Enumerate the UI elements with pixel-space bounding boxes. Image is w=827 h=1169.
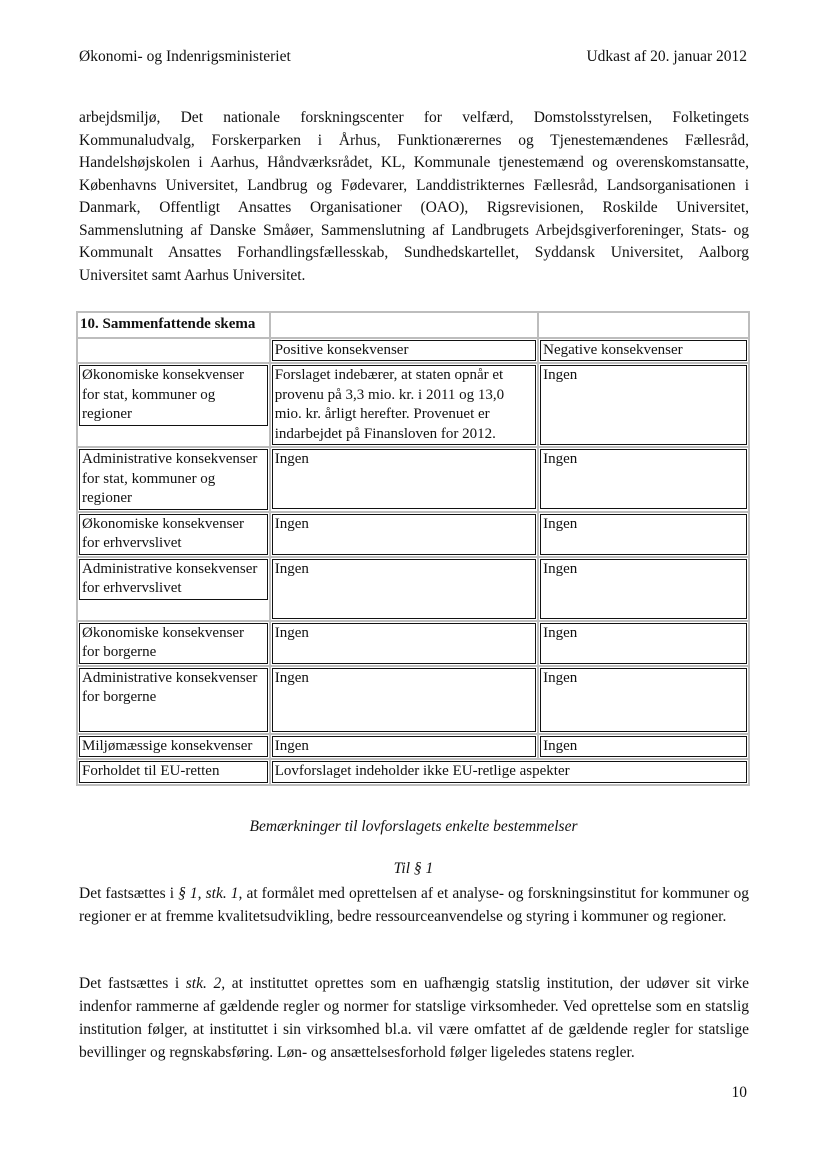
table-title-row	[77, 312, 749, 338]
row-positive: Ingen	[272, 559, 536, 619]
row-negative: Ingen	[540, 449, 747, 509]
table-row	[77, 734, 749, 760]
table-row	[77, 512, 749, 557]
paragraph-stk1	[79, 882, 749, 928]
column-header-positive: Positive konsekvenser	[272, 340, 536, 362]
paragraph-text: Det fastsættes i	[79, 975, 186, 992]
row-negative: Ingen	[540, 623, 747, 664]
column-header-negative: Negative konsekvenser	[540, 340, 747, 362]
row-label: Administrative konsekvenser for stat, kommuner og regioner	[79, 449, 268, 510]
remarks-heading: Bemærkninger til lovforslagets enkelte bestemmelser	[249, 818, 578, 835]
table-row	[77, 447, 749, 512]
table-title: 10. Sammenfattende skema	[80, 316, 256, 332]
table-row	[77, 363, 749, 447]
row-negative: Ingen	[540, 736, 747, 758]
paragraph-text: Det fastsættes i	[79, 885, 179, 902]
eu-value: Lovforslaget indeholder ikke EU-retlige aspekter	[272, 761, 747, 783]
row-positive: Ingen	[272, 736, 536, 758]
paragraph-stk2	[79, 972, 749, 1064]
row-positive: Ingen	[272, 449, 536, 509]
row-label: Administrative konsekvenser for erhvervslivet	[79, 559, 268, 600]
header-draft-date: Udkast af 20. januar 2012	[586, 48, 747, 65]
summary-table	[76, 311, 750, 786]
table-row	[77, 621, 749, 666]
row-negative: Ingen	[540, 365, 747, 445]
paragraph-reference: stk. 2,	[185, 975, 226, 992]
paragraph-text: at formålet med oprettelsen af et analyse- og forskningsinstitut for kommuner og regioner er at fremme kvalitetsudvikling, bedre ressourceanvendelse og styring i kommuner og regioner.	[79, 885, 750, 925]
row-label: Administrative konsekvenser for borgerne	[79, 668, 268, 732]
section-heading: Til § 1	[393, 860, 434, 877]
row-label: Økonomiske konsekvenser for erhvervslivet	[79, 514, 268, 555]
page-number: 10	[731, 1084, 747, 1101]
table-row	[77, 557, 749, 621]
row-negative: Ingen	[540, 514, 747, 555]
table-header-row	[77, 338, 749, 364]
row-label: Økonomiske konsekvenser for borgerne	[79, 623, 268, 664]
row-negative: Ingen	[540, 559, 747, 619]
row-positive: Ingen	[272, 668, 536, 732]
intro-paragraph: arbejdsmiljø, Det nationale forskningscenter for velfærd, Domstolsstyrelsen, Folketingets Kommunaludvalg, Forskerparken i Århus, Funktionærernes og Tjenestemændenes Fællesråd, Handelshøjskolen i Aarhus, Håndværksrådet, KL, Kommunale tjenestemænd og overenskomstansatte, Københavns Universitet, Landbrug og Fødevarer, Landdistrikternes Fællesråd, Landsorganisationen i Danmark, Offentligt Ansattes Organisationer (OAO), Rigsrevisionen, Roskilde Universitet, Sammenslutning af Danske Småøer, Sammenslutning af Landbrugets Arbejdsgiverforeninger, Stats- og Kommunalt Ansattes Forhandlingsfællesskab, Sundhedskartellet, Syddansk Universitet, Aalborg Universitet samt Aarhus Universitet.	[79, 109, 749, 284]
row-label: Miljømæssige konsekvenser	[79, 736, 268, 758]
row-negative: Ingen	[540, 668, 747, 732]
row-positive: Ingen	[272, 623, 536, 664]
row-label: Økonomiske konsekvenser for stat, kommuner og regioner	[79, 365, 268, 426]
table-row	[77, 666, 749, 734]
header-ministry: Økonomi- og Indenrigsministeriet	[79, 48, 291, 65]
table-row-eu	[77, 759, 749, 785]
paragraph-reference: § 1, stk. 1,	[178, 885, 243, 902]
row-positive: Forslaget indebærer, at staten opnår et provenu på 3,3 mio. kr. i 2011 og 13,0 mio. kr. årligt herefter. Provenuet er indarbejdet på Finansloven for 2012.	[272, 365, 536, 445]
row-positive: Ingen	[272, 514, 536, 555]
eu-label: Forholdet til EU-retten	[79, 761, 268, 783]
paragraph-text: at instituttet oprettes som en uafhængig statslig institution, der udøver sit virke indenfor rammerne af gældende regler og normer for statslige virksomheder. Ved oprettelse som en statslig institution følger, at instituttet i sin virksomhed bl.a. vil være omfattet af de gældende regler for statslige bevillinger og regnskabsføring. Løn- og ansættelsesforhold følger ligeledes statens regler.	[79, 975, 750, 1061]
